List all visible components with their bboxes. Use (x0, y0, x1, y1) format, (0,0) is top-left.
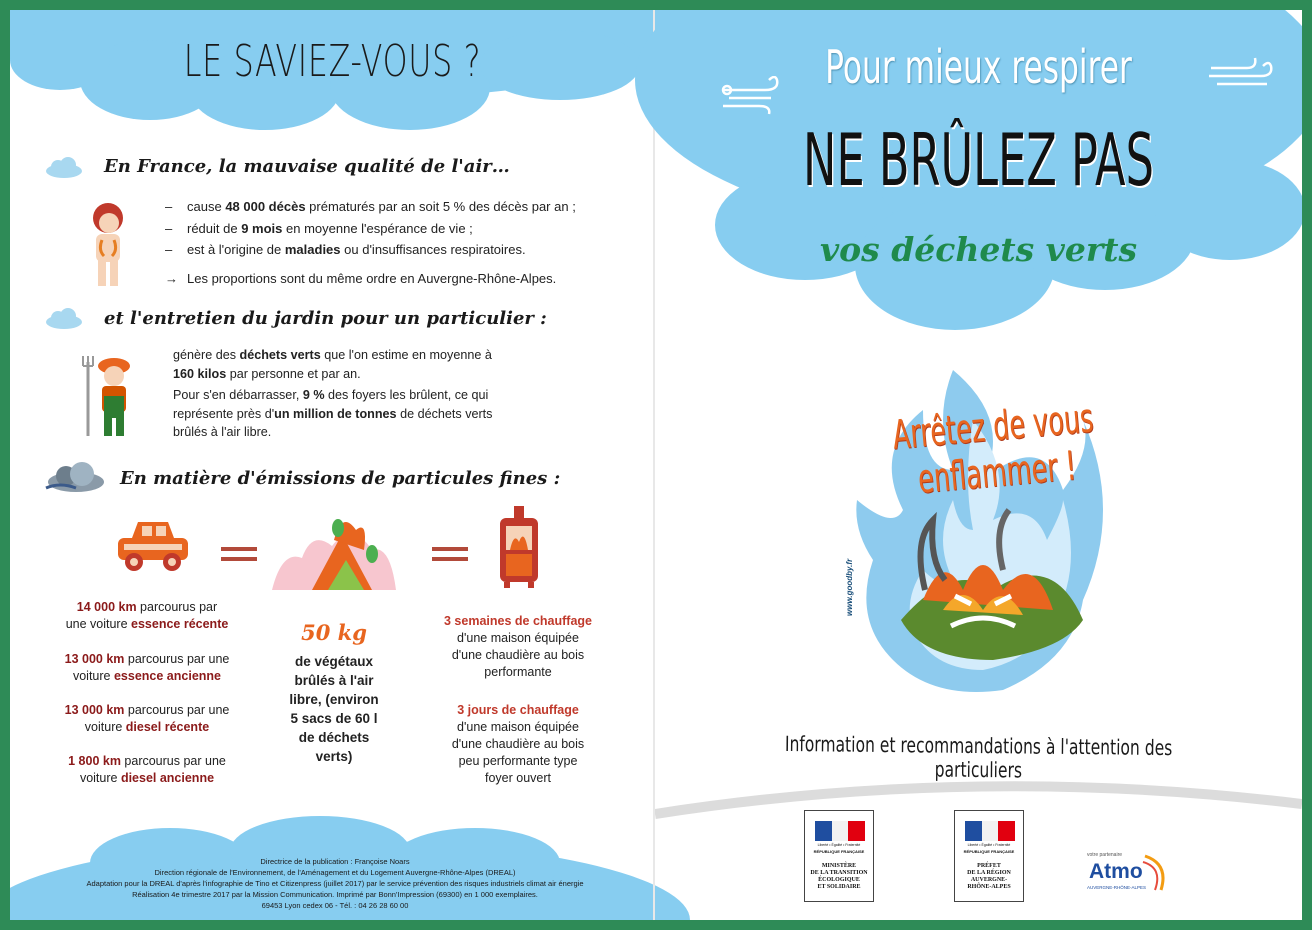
illustration-credit: www.goodby.fr (845, 558, 854, 616)
smog-cloud-icon (42, 462, 106, 496)
garden-line: Pour s'en débarrasser, 9 % des foyers les brûlent, ce qui (173, 388, 489, 402)
ministry-logo: Liberté • Égalité • Fraternité RÉPUBLIQUE FRANÇAISE MINISTÈRE DE LA TRANSITION ÉCOLOGIQUE ET SOLIDAIRE (804, 810, 874, 902)
heating-stat: 3 semaines de chauffage d'une maison équipée d'une chaudière au bois performante (444, 614, 592, 679)
person-lungs-icon (88, 196, 130, 288)
car-stat: 13 000 km parcourus par une voiture diesel récente (64, 703, 230, 734)
garden-line: génère des déchets verts que l'on estime en moyenne à (173, 348, 492, 362)
wood-stove-icon (496, 506, 542, 588)
equals-sign (221, 547, 257, 561)
car-stat: 1 800 km parcourus par une voiture diesel ancienne (68, 754, 226, 785)
garden-text (173, 346, 573, 442)
cloud-icon (44, 308, 84, 330)
wind-swirl-icon (1207, 54, 1277, 98)
regional-note: → Les proportions sont du même ordre en Auvergne-Rhône-Alpes. (165, 270, 557, 286)
cloud-icon (44, 157, 84, 179)
right-panel (655, 10, 1302, 920)
car-icon (114, 516, 192, 576)
car-stat: 13 000 km parcourus par une voiture essence ancienne (64, 652, 230, 683)
garden-line: 160 kilos par personne et par an. (173, 366, 361, 381)
publication-credits: Directrice de la publication : Françoise Noars Direction régionale de l'Environnement, de l'Aménagement et du Logement Auvergne-Rhône-Alpes (DREAL) Adaptation pour la DREAL d'après l'infographie de Tino et Citizenpress (juillet 2017) par le service prévention des risques industriels climat air énergie Réalisation 4e trimestre 2017 par la Mission Communication. Imprimé par Bonn'Impression (69300) en 1 000 exemplaires. 69453 Lyon cedex 06 - Tél. : 04 26 28 60 00 (86, 857, 584, 910)
list-item: – cause 48 000 décès prématurés par an soit 5 % des décès par an ; (165, 199, 576, 214)
equals-sign (432, 547, 468, 561)
info-subtitle: Information et recommandations à l'attention des particuliers (784, 731, 1173, 783)
headline-line2: NE BRÛLEZ PAS (803, 118, 1154, 202)
prefecture-logo: Liberté • Égalité • Fraternité RÉPUBLIQUE FRANÇAISE PRÉFET DE LA RÉGION AUVERGNE- RHÔNE-ALPES (954, 810, 1024, 902)
atmo-logo: votre partenaire Atmo AUVERGNE-RHÔNE-ALPES (1085, 858, 1175, 908)
section-title-garden: et l'entretien du jardin pour un particulier : (104, 308, 547, 329)
section-title-air-quality: En France, la mauvaise qualité de l'air… (104, 156, 510, 177)
slogan: Arrêtez de vous enflammer ! (890, 395, 1096, 503)
air-quality-list (165, 196, 615, 289)
list-item: – est à l'origine de maladies ou d'insuffisances respiratoires. (165, 242, 526, 257)
car-stat: 14 000 km parcourus par une voiture essence récente (65, 600, 229, 631)
section-title-particles: En matière d'émissions de particules fines : (120, 468, 561, 489)
garden-line: brûlés à l'air libre. (173, 425, 272, 439)
headline-line1: Pour mieux respirer (825, 40, 1132, 94)
center-value: 50 kg (301, 620, 367, 645)
page-title: LE SAVIEZ-VOUS ? (183, 36, 482, 87)
headline-line3: vos déchets verts (819, 230, 1138, 269)
gardener-icon (80, 352, 136, 438)
brochure-spread (10, 10, 1302, 920)
heating-stat: 3 jours de chauffage d'une maison équipée d'une chaudière au bois peu performante type foyer ouvert (451, 703, 585, 785)
center-description: de végétaux brûlés à l'air libre, (environ 5 sacs de 60 l de déchets verts) (289, 654, 379, 764)
burning-waste-icon (272, 510, 396, 592)
left-panel (10, 10, 655, 920)
garden-line: représente près d'un million de tonnes de déchets verts (173, 406, 493, 421)
list-item: – réduit de 9 mois en moyenne l'espérance de vie ; (165, 220, 473, 236)
